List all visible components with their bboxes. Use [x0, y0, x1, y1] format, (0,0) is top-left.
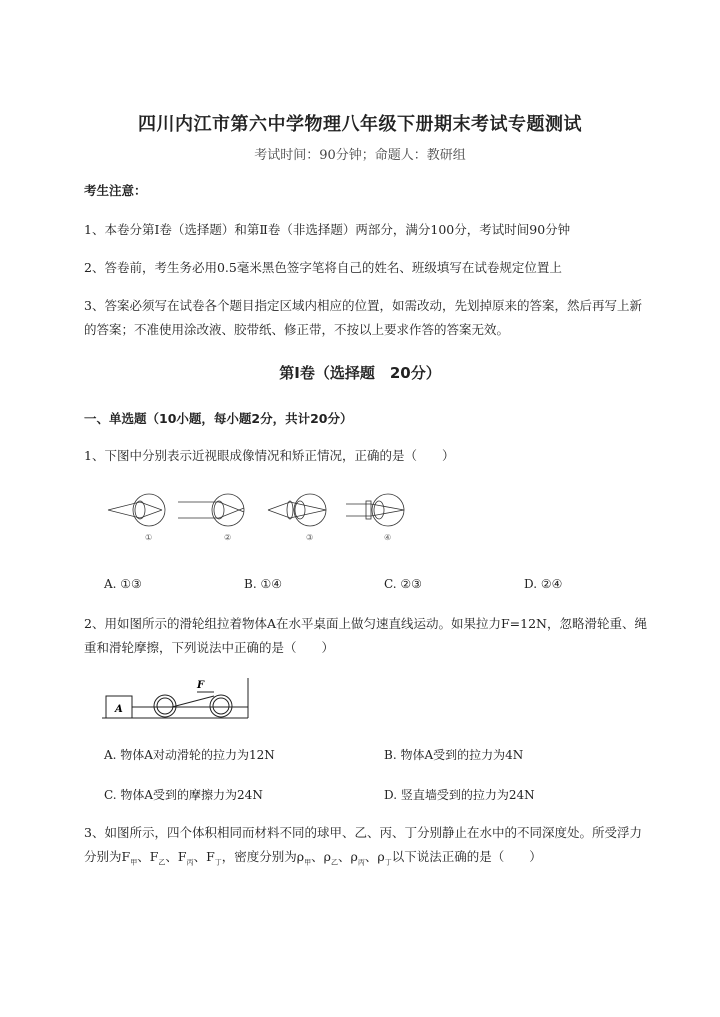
q2-option-a[interactable]: A. 物体A对动滑轮的拉力为12N [104, 748, 275, 762]
figure-label-3: ③ [306, 533, 314, 542]
figure-label-1: ① [145, 533, 153, 542]
question-2-stem: 重和滑轮摩擦，下列说法中正确的是（ ） [84, 640, 335, 655]
q1-option-a[interactable]: A. ①③ [104, 577, 142, 591]
notice-item: 3、答案必须写在试卷各个题目指定区域内相应的位置，如需改动，先划掉原来的答案，然后再写上新 [84, 298, 642, 313]
part-heading: 一、单选题（10小题，每小题2分，共计20分） [84, 411, 353, 426]
q2-option-d[interactable]: D. 竖直墙受到的拉力为24N [384, 788, 535, 802]
q1-option-b[interactable]: B. ①④ [244, 577, 282, 591]
q1-option-c[interactable]: C. ②③ [384, 577, 422, 591]
figure-label-2: ② [224, 533, 232, 542]
question-3-stem-line2: 分别为$F_甲$、$F_乙$、$F_丙$、$F_丁$，密度分别为$\rho_甲$、$\rho_乙$、$\rho_丙$、$\rho_丁$以下说法正确的是（ ） [84, 849, 542, 867]
q2-option-c[interactable]: C. 物体A受到的摩擦力为24N [104, 788, 263, 802]
force-label: F [197, 680, 205, 691]
figure-label-4: ④ [384, 533, 392, 542]
pulley-figure [102, 674, 254, 724]
notice-item: 2、答卷前，考生务必用0.5毫米黑色签字笔将自己的姓名、班级填写在试卷规定位置上 [84, 260, 562, 275]
notice-item: 的答案；不准使用涂改液、胶带纸、修正带，不按以上要求作答的答案无效。 [84, 322, 510, 337]
eye-diagrams-figure [104, 492, 414, 544]
question-1-stem: 1、下图中分别表示近视眼成像情况和矫正情况，正确的是（ ） [84, 448, 455, 463]
notice-item: 1、本卷分第Ⅰ卷（选择题）和第Ⅱ卷（非选择题）两部分，满分100分，考试时间90分钟 [84, 222, 571, 237]
question-2-stem: 2、用如图所示的滑轮组拉着物体A在水平桌面上做匀速直线运动。如果拉力F=12N，忽略滑轮重、绳 [84, 616, 647, 631]
section-title: 第Ⅰ卷（选择题 20分） [279, 364, 441, 382]
notice-heading: 考生注意： [84, 183, 147, 198]
page-title: 四川内江市第六中学物理八年级下册期末考试专题测试 [138, 114, 582, 135]
question-3-stem: 3、如图所示，四个体积相同而材料不同的球甲、乙、丙、丁分别静止在水中的不同深度处。所受浮力 [84, 825, 642, 840]
q2-option-b[interactable]: B. 物体A受到的拉力为4N [384, 748, 524, 762]
q1-option-d[interactable]: D. ②④ [524, 577, 563, 591]
block-label: A [115, 704, 123, 715]
exam-info: 考试时间：90分钟；命题人：教研组 [254, 148, 466, 163]
